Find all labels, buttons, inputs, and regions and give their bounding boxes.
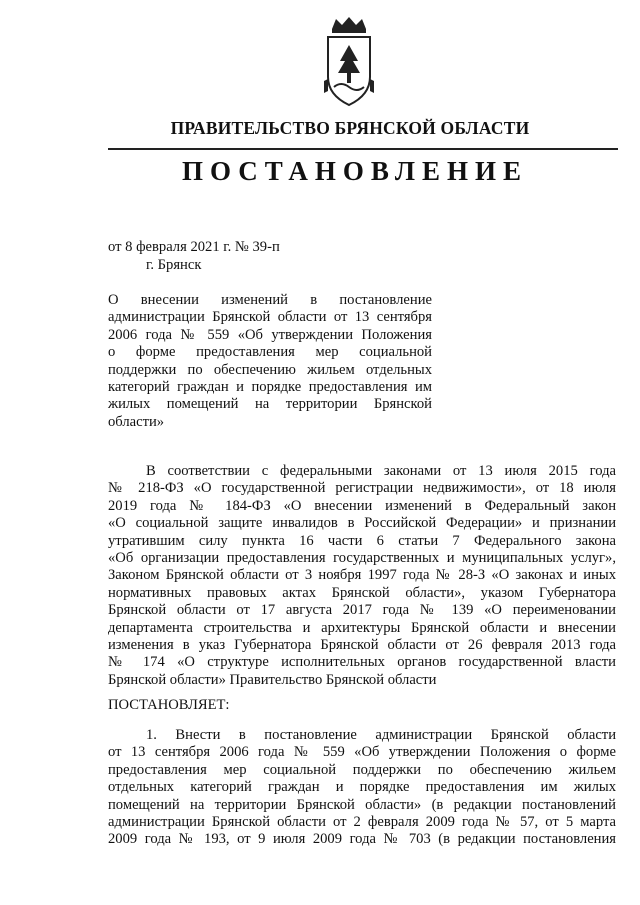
- resolves-heading: ПОСТАНОВЛЯЕТ:: [108, 697, 230, 713]
- coat-of-arms-icon: [318, 15, 380, 111]
- preamble-line: нормативных правовых актах Брянской области», указом Губернатора: [108, 584, 616, 601]
- preamble-line: В соответствии с федеральными законами от 13 июля 2015 года: [146, 463, 616, 479]
- subject-line: о форме предоставления мер социальной: [108, 344, 432, 361]
- item-line: администрации Брянской области от 2 февраля 2009 года № 57, от 5 марта: [108, 813, 616, 830]
- item-line: 2009 года № 193, от 9 июля 2009 года № 703 (в редакции постановления: [108, 831, 616, 848]
- item-1-paragraph: [108, 727, 616, 849]
- item-line: 1. Внести в постановление администрации Брянской области: [146, 727, 616, 743]
- preamble-line: Брянской области от 17 августа 2017 года № 139 «О переименовании: [108, 602, 616, 619]
- preamble-line: № 218-ФЗ «О государственной регистрации недвижимости», от 18 июля: [108, 480, 616, 497]
- subject-line: жилых помещений на территории Брянской: [108, 396, 432, 413]
- document-type-title: ПОСТАНОВЛЕНИЕ: [181, 156, 529, 186]
- item-line: отдельных категорий граждан и порядке предоставления им жилых: [108, 779, 616, 796]
- item-line: предоставления мер социальной поддержки по обеспечению жильем: [108, 761, 616, 778]
- subject-line: области»: [108, 413, 165, 430]
- preamble-line: Законом Брянской области от 3 ноября 1997 года № 28-З «О законах и иных: [108, 567, 616, 584]
- item-line: от 13 сентября 2006 года № 559 «Об утверждении Положения о форме: [108, 744, 616, 761]
- subject-block: [108, 292, 432, 431]
- subject-line: администрации Брянской области от 13 сентября: [108, 309, 432, 326]
- preamble-line: Брянской области» Правительство Брянской области: [108, 671, 437, 688]
- preamble-line: «Об организации предоставления государственных и муниципальных услуг»,: [108, 549, 616, 566]
- subject-line: категорий граждан и порядке предоставления им: [108, 378, 432, 395]
- date-number: от 8 февраля 2021 г. № 39-п: [108, 239, 280, 255]
- preamble-line: «О социальной защите инвалидов в Российской Федерации» и признании: [108, 515, 616, 532]
- preamble-line: № 174 «О структуре исполнительных органов государственной власти: [108, 654, 616, 671]
- preamble-line: 2019 года № 184-ФЗ «О внесении изменений в Федеральный закон: [108, 497, 616, 514]
- preamble-line: изменения в указ Губернатора Брянской области от 26 февраля 2013 года: [108, 636, 616, 653]
- preamble-line: утратившим силу пункта 16 части 6 статьи 7 Федерального закона: [108, 532, 616, 549]
- city: г. Брянск: [146, 257, 202, 273]
- item-line: помещений на территории Брянской области» (в редакции постановлений: [108, 796, 616, 813]
- subject-line: О внесении изменений в постановление: [108, 292, 432, 308]
- preamble-line: департамента строительства и архитектуры Брянской области и внесении: [108, 619, 616, 636]
- organization-title: ПРАВИТЕЛЬСТВО БРЯНСКОЙ ОБЛАСТИ: [170, 118, 530, 138]
- subject-line: 2006 года № 559 «Об утверждении Положения: [108, 326, 432, 343]
- subject-line: поддержки по обеспечению жильем отдельных: [108, 361, 432, 378]
- header-divider: [108, 148, 618, 150]
- preamble-paragraph: [108, 463, 616, 689]
